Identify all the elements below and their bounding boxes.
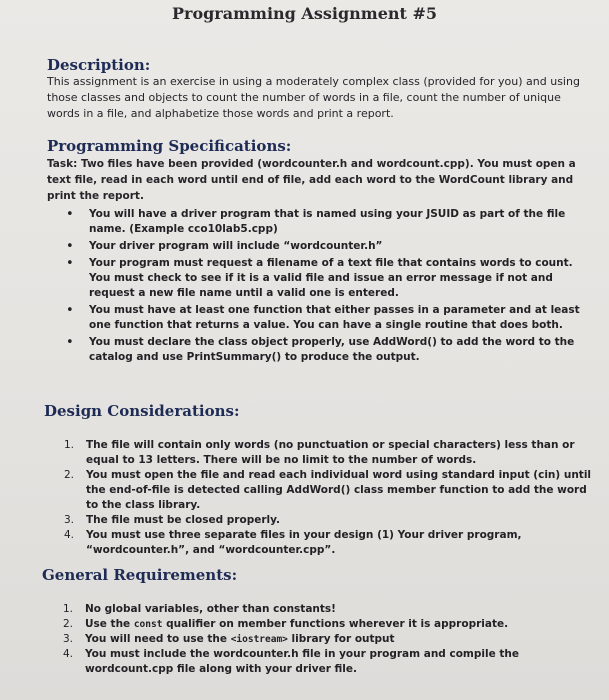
bullet-icon: •	[66, 256, 74, 271]
description-text: This assignment is an exercise in using a moderately complex class (provided for you) and using those classes and objects to count the number of words in a file, count the number of unique words in a file, and alphabetize those words and print a report.	[47, 75, 580, 120]
bullet-icon: •	[66, 207, 74, 222]
list-item	[66, 239, 596, 254]
list-item	[63, 602, 593, 617]
list-item-text: library for output	[287, 633, 395, 645]
list-item-text: Your program must request a filename of a text file that contains words to count. You must check to see if it is a valid file and issue an error message if not and request a new file name until a valid one is entered.	[89, 257, 573, 299]
bullet-icon: •	[66, 239, 74, 254]
list-item-text: You must declare the class object properly, use AddWord() to add the word to the catalog and use PrintSummary() to produce the output.	[89, 336, 575, 363]
list-item	[64, 468, 594, 513]
list-item	[66, 207, 596, 237]
specs-heading: Programming Specifications:	[47, 137, 292, 155]
item-number: 1.	[64, 439, 75, 451]
list-item-text: The file must be closed properly.	[86, 514, 280, 526]
list-item	[64, 513, 594, 528]
bullet-icon: •	[66, 303, 74, 318]
item-number: 4.	[64, 529, 75, 541]
page-title: Programming Assignment #5	[171, 4, 437, 23]
list-item	[64, 528, 594, 558]
list-item-text: No global variables, other than constants!	[85, 603, 336, 615]
list-item-text: Use the	[85, 618, 134, 630]
item-number: 2.	[64, 469, 75, 481]
list-item	[63, 647, 593, 677]
item-number: 3.	[63, 633, 74, 645]
bullet-icon: •	[66, 335, 74, 350]
item-number: 2.	[63, 618, 74, 630]
list-item	[66, 303, 596, 333]
list-item	[66, 335, 596, 365]
list-item	[64, 438, 594, 468]
item-number: 4.	[63, 648, 74, 660]
list-item	[66, 256, 596, 301]
list-item	[63, 632, 593, 647]
list-item-text: You must use three separate files in your design (1) Your driver program, “wordcounter.h”, and “wordcounter.cpp”.	[86, 529, 522, 556]
description-heading: Description:	[47, 56, 151, 74]
list-item	[63, 617, 593, 632]
general-heading: General Requirements:	[42, 566, 238, 584]
list-item-text: You will need to use the	[85, 633, 231, 645]
design-list	[64, 438, 594, 558]
design-heading: Design Considerations:	[44, 402, 240, 420]
specs-task: Task: Two files have been provided (wordcounter.h and wordcount.cpp). You must open a text file, read in each word until end of file, add each word to the WordCount library and print the report.	[47, 158, 576, 202]
item-number: 3.	[64, 514, 75, 526]
list-item-text: You must include the wordcounter.h file in your program and compile the wordcount.cpp file along with your driver file.	[85, 648, 519, 675]
inline-code: <iostream>	[230, 634, 288, 645]
list-item-text: The file will contain only words (no punctuation or special characters) less than or equal to 13 letters. There will be no limit to the number of words.	[86, 439, 575, 466]
inline-code: const	[133, 619, 163, 630]
list-item-text: You must have at least one function that either passes in a parameter and at least one function that returns a value. You can have a single routine that does both.	[89, 304, 580, 331]
list-item-text: Your driver program will include “wordcounter.h”	[89, 240, 383, 252]
specs-bullet-list	[66, 207, 596, 367]
list-item-text: You must open the file and read each individual word using standard input (cin) until the end-of-file is detected calling AddWord() class member function to add the word to the class library.	[86, 469, 592, 511]
item-number: 1.	[63, 603, 74, 615]
general-list	[63, 602, 593, 677]
list-item-text: You will have a driver program that is named using your JSUID as part of the file name. (Example cco10lab5.cpp)	[89, 208, 566, 235]
list-item-text: qualifier on member functions wherever it is appropriate.	[162, 618, 509, 630]
